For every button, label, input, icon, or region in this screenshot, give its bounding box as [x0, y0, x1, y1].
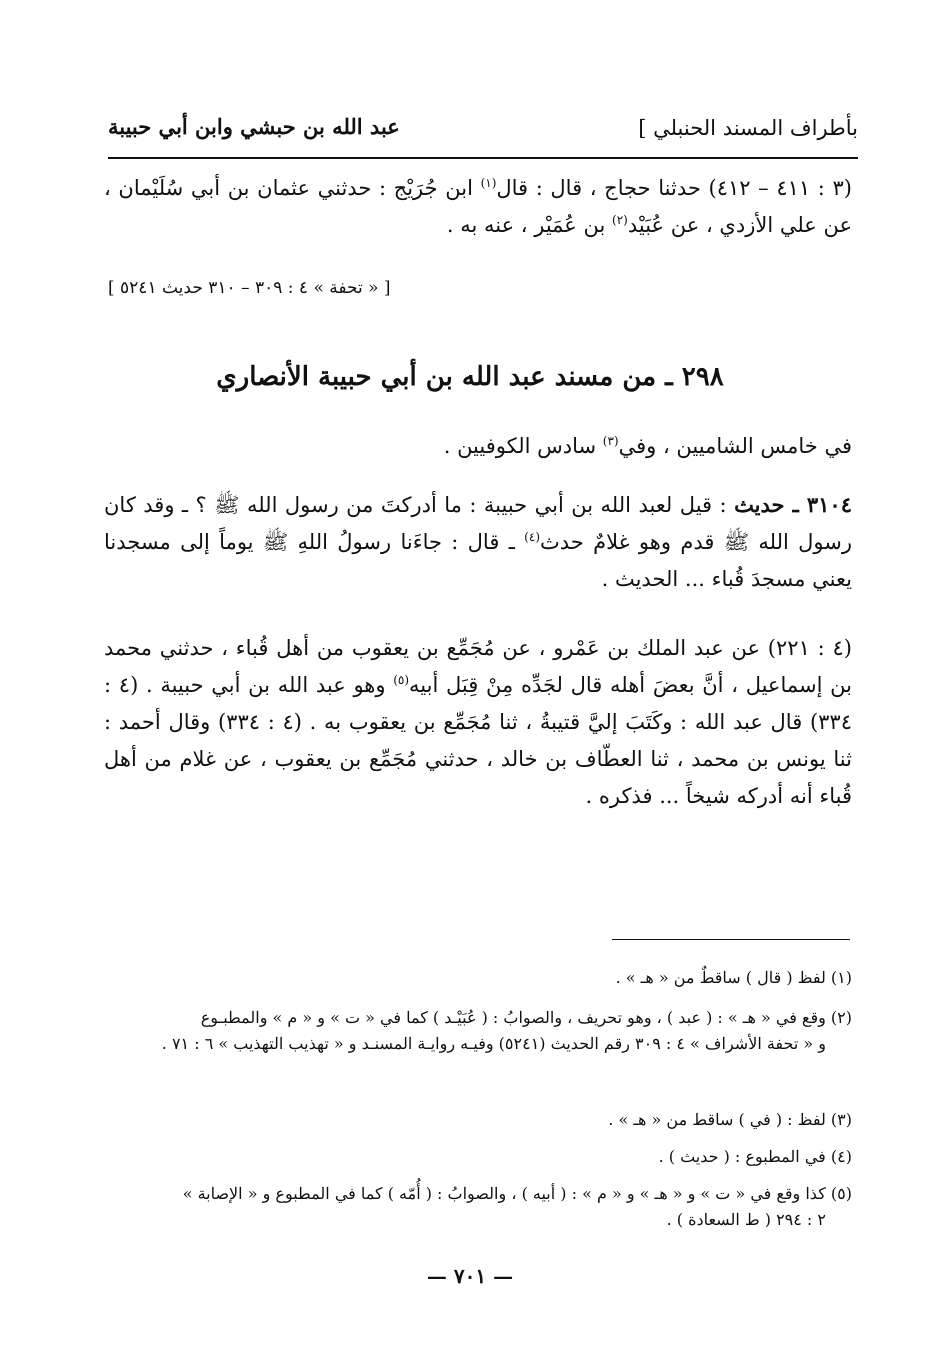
intro-text-b: سادس الكوفيين .: [443, 434, 603, 458]
footnote-5-number: (٥): [830, 1184, 852, 1203]
hadith-number: ٣١٠٤ ـ حديث: [734, 492, 852, 517]
footnote-4-text: في المطبوع : ( حديث ) .: [658, 1147, 831, 1166]
section-title: ٢٩٨ ـ من مسند عبد الله بن أبي حبيبة الأنصاري: [216, 362, 724, 392]
hadith-paragraph: [104, 486, 852, 598]
footnote-marker-4: (٤): [524, 530, 540, 544]
footnote-4-number: (٤): [830, 1147, 852, 1166]
footnote-1-text: لفظ ( قال ) ساقطٌ من « هـ » .: [615, 968, 831, 987]
page-number: — ٧٠١ —: [426, 1264, 514, 1288]
footnote-5-text: كذا وقع في « ت » و « هـ » و « م » : ( أبيه ) ، والصوابُ : ( أُمّه ) كما في المطبوع و « الإصابة »: [182, 1184, 831, 1203]
footnote-2: [108, 1005, 852, 1057]
hadith-text-a: : قيل لعبد الله بن أبي حبيبة : ما أدركتَ من رسول الله ﷺ ؟ ـ وقد كان رسول الله ﷺ قدم وهو غلامٌ حدث: [104, 493, 852, 554]
running-header: [108, 112, 858, 152]
header-book-title: بأطراف المسند الحنبلي ]: [638, 116, 858, 140]
footnote-5: [108, 1181, 852, 1233]
chains-text-a: (٤ : ٢٢١) عن عبد الملك بن عَمْرو ، عن مُجَمِّع بن يعقوب من أهل قُباء ، حدثني محمد بن إسماعيل ، أنَّ بعضَ أهله قال لجَدِّه مِنْ قِبَل أبيه: [104, 636, 852, 697]
footnote-marker-1: (١): [480, 176, 497, 190]
footnote-1-number: (١): [830, 968, 852, 987]
chain-text-b: ابن جُرَيْج : حدثني عثمان بن أبي سُلَيْمان ، عن علي الأزدي ، عن عُبَيْد: [104, 176, 852, 237]
footnote-marker-2: (٢): [612, 213, 628, 227]
footnote-2-number: (٢): [830, 1008, 852, 1027]
footnote-2-text: وقع في « هـ » : ( عبد ) ، وهو تحريف ، والصوابُ : ( عُبَيْـد ) كما في « ت » و « م » والمطبـوع: [200, 1008, 831, 1027]
chain-text-c: بن عُمَيْر ، عنه به .: [446, 213, 613, 237]
footnote-5-continuation: ٢ : ٢٩٤ ( ط السعادة ) .: [666, 1210, 826, 1229]
footnote-rule: [612, 939, 850, 940]
footnote-3-text: لفظ : ( في ) ساقط من « هـ » .: [608, 1110, 831, 1129]
footnote-3: [108, 1107, 852, 1133]
footnote-4: [108, 1144, 852, 1170]
footnote-marker-3: (٣): [602, 434, 619, 448]
header-rule: [108, 157, 858, 159]
hadith-text-b: ـ قال : جاءَنا رسولُ اللهِ ﷺ يوماً إلى مسجدنا يعني مسجدَ قُباء ... الحديث .: [104, 530, 852, 591]
tuhfa-reference: [ « تحفة » ٤ : ٣٠٩ – ٣١٠ حديث ٥٢٤١ ]: [108, 278, 391, 298]
chain-text-a: (٣ : ٤١١ – ٤١٢) حدثنا حجاج ، قال : قال: [496, 176, 852, 200]
chains-text-b: وهو عبد الله بن أبي حبيبة . (٤ : ٣٣٤) قال عبد الله : وكَتَبَ إليَّ قتيبةُ ، ثنا مُجَمِّع بن يعقوب به . (٤ : ٣٣٤) وقال أحمد : ثنا يونس بن محمد ، ثنا العطّاف بن خالد ، حدثني مُجَمِّع بن يعقوب ، عن غلام من أهل قُباء أنه أدركه شيخاً ... فذكره .: [104, 673, 852, 808]
hadith-chain-paragraph: [104, 170, 852, 244]
section-intro: [104, 428, 852, 465]
footnote-marker-5: (٥): [393, 673, 410, 687]
header-section-title: عبد الله بن حبشي وابن أبي حبيبة: [108, 114, 400, 139]
footnote-3-number: (٣): [830, 1110, 852, 1129]
footnote-1: [108, 965, 852, 991]
intro-text-a: في خامس الشاميين ، وفي: [618, 434, 852, 458]
footnote-2-continuation: و « تحفة الأشراف » ٤ : ٣٠٩ رقم الحديث (٥٢٤١) وفيـه روايـة المسنـد و « تهذيب التهذيب » ٦ : ٧١ .: [161, 1034, 826, 1053]
hadith-chains-paragraph: [104, 630, 852, 815]
